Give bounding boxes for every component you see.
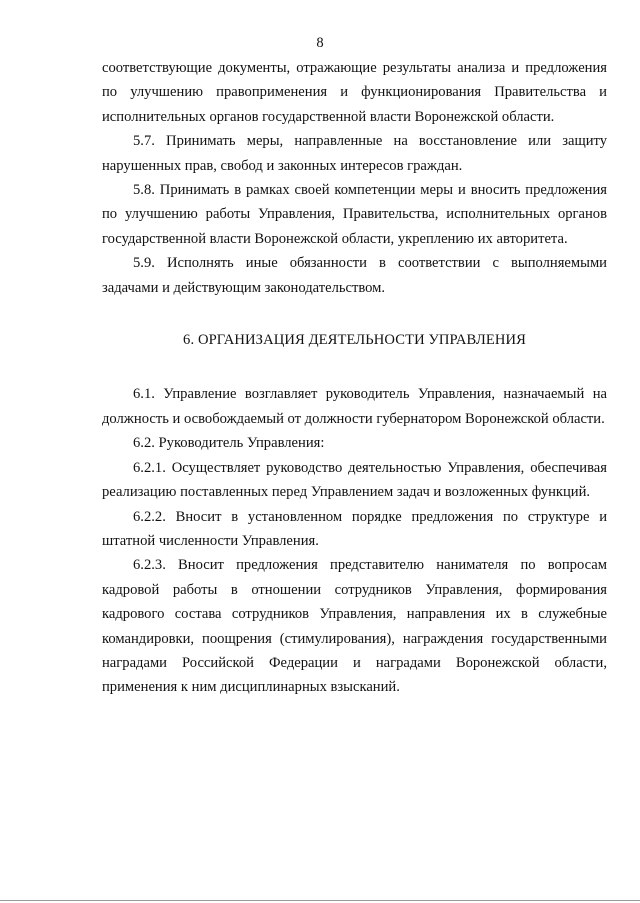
section-heading: 6. ОРГАНИЗАЦИЯ ДЕЯТЕЛЬНОСТИ УПРАВЛЕНИЯ: [183, 332, 526, 349]
page-number: 8: [316, 35, 324, 51]
paragraph-6-2-3: 6.2.3. Вносит предложения представителю нанимателя по вопросам кадровой работы в отношении сотрудников Управления, формирования кадрового состава сотрудников Управления, направления их в служебные командировки, поощрения (стимулирования), награждения государственными наградами Российской Федерации и наградами Воронежской области, применения к ним дисциплинарных взысканий.: [102, 557, 607, 696]
paragraph-5-7: 5.7. Принимать меры, направленные на восстановление или защиту нарушенных прав, свобод и законных интересов граждан.: [102, 133, 607, 174]
paragraph-continuation: соответствующие документы, отражающие результаты анализа и предложения по улучшению правоприменения и функционирования Правительства и исполнительных органов государственной власти Воронежской области.: [102, 60, 607, 125]
paragraph-6-2: 6.2. Руководитель Управления:: [133, 435, 325, 452]
paragraph-6-1: 6.1. Управление возглавляет руководитель Управления, назначаемый на должность и освобождаемый от должности губернатором Воронежской области.: [102, 386, 607, 427]
paragraph-5-8: 5.8. Принимать в рамках своей компетенции меры и вносить предложения по улучшению работы Управления, Правительства, исполнительных органов государственной власти Воронежской области, укреплению их авторитета.: [102, 182, 607, 247]
paragraph-6-2-2: 6.2.2. Вносит в установленном порядке предложения по структуре и штатной численности Управления.: [102, 508, 607, 549]
paragraph-6-2-1: 6.2.1. Осуществляет руководство деятельностью Управления, обеспечивая реализацию поставленных перед Управлением задач и возложенных функций.: [102, 459, 607, 501]
document-body: [102, 56, 607, 700]
paragraph-5-9: 5.9. Исполнять иные обязанности в соответствии с выполняемыми задачами и действующим законодательством.: [102, 255, 607, 296]
page-bottom-edge: [0, 900, 640, 901]
